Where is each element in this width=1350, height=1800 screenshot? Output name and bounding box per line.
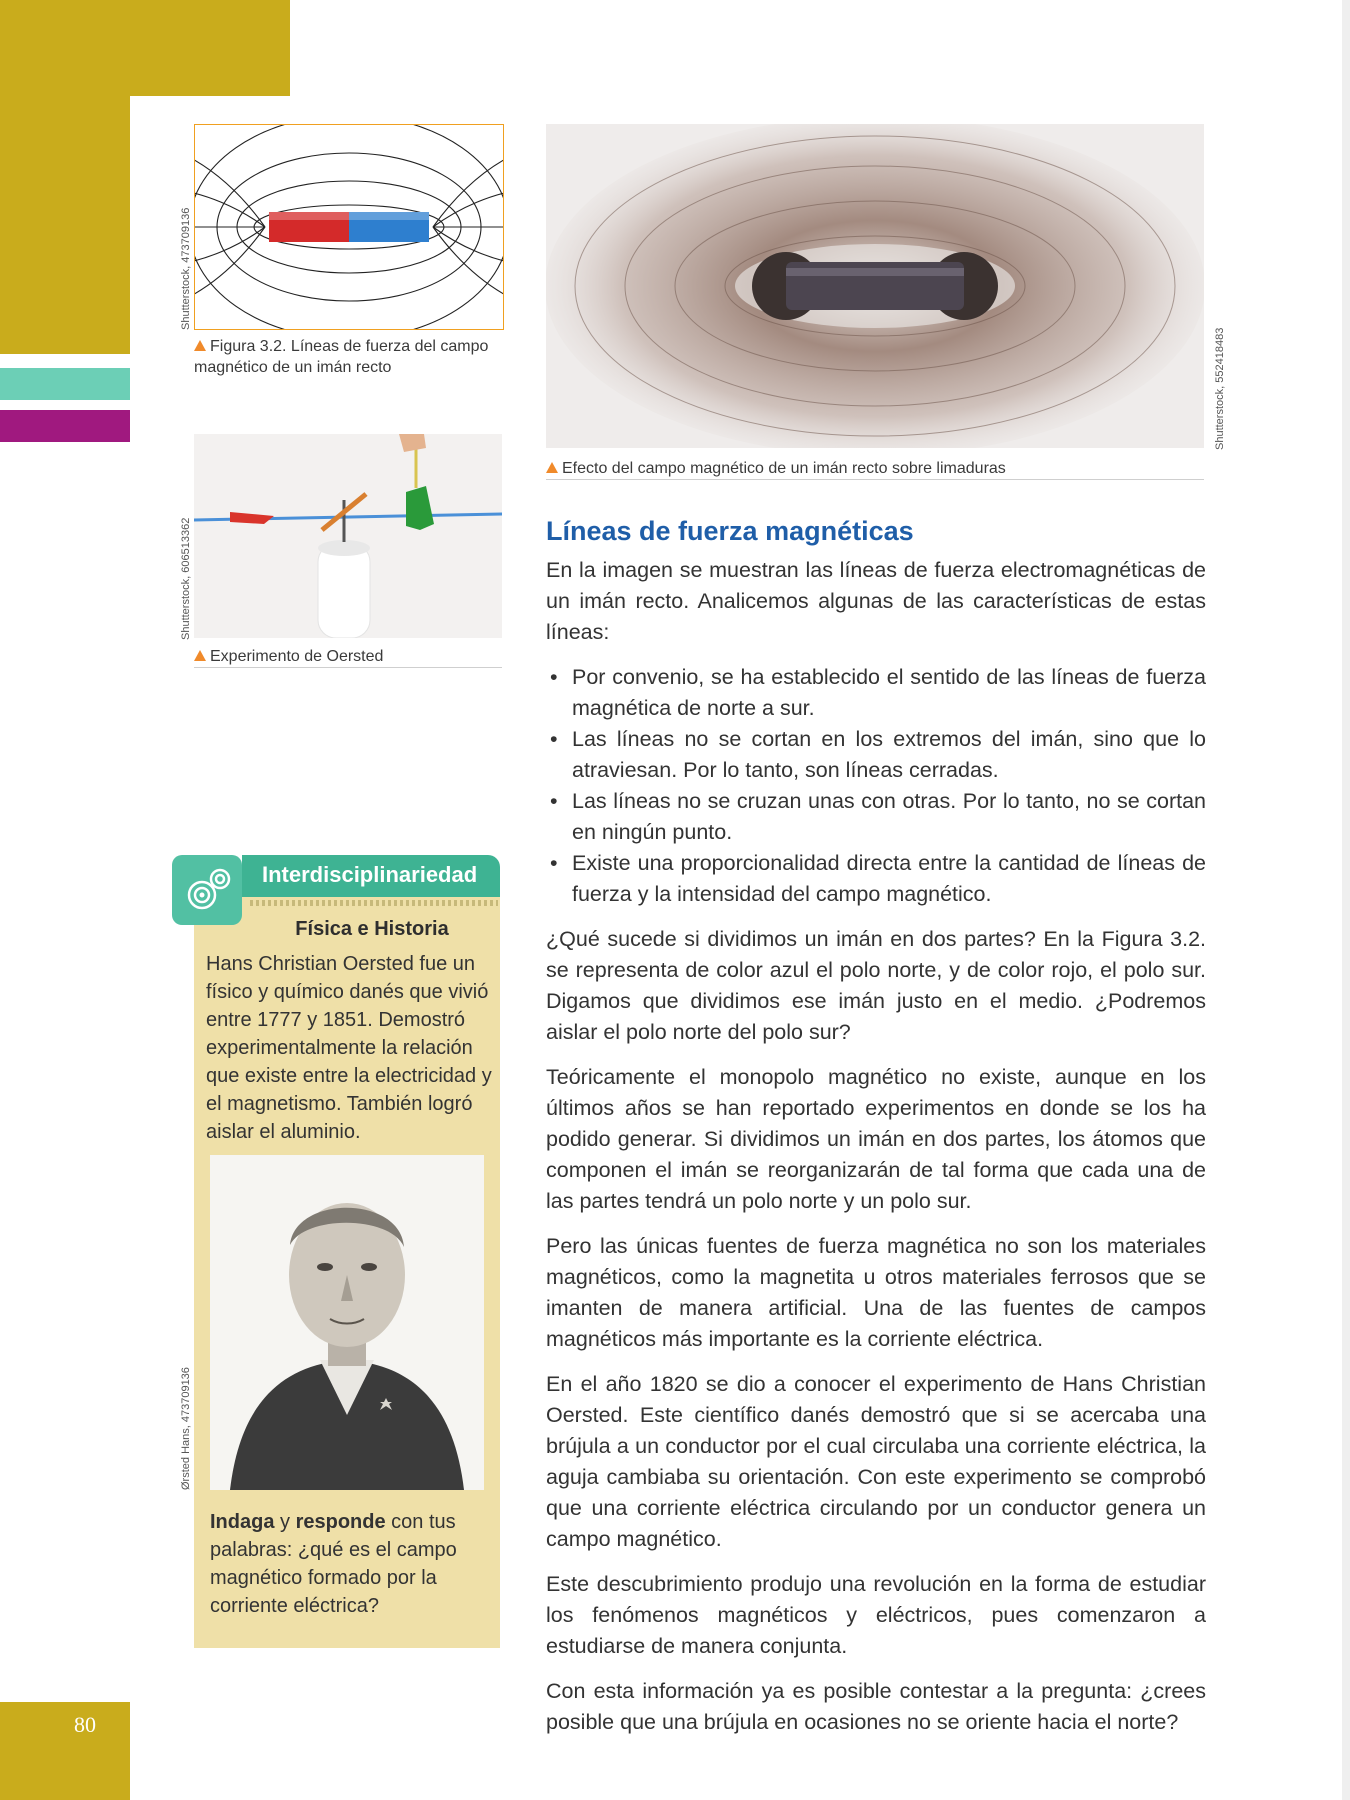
page-number: 80 [74,1712,96,1737]
caption-triangle-icon [546,462,558,473]
oersted-experiment-photo [194,434,502,638]
caption-triangle-icon [194,340,206,351]
gold-corner-bar [0,0,290,96]
oersted-portrait [210,1155,484,1490]
characteristics-list [546,662,1206,910]
interdisciplinary-subtitle: Física e Historia [295,918,449,940]
figure-caption: Experimento de Oersted [194,646,502,668]
page-edge [1342,0,1350,1800]
image-credit: Shutterstock, 552418483 [1214,327,1226,450]
body-paragraph: Teóricamente el monopolo magnético no existe, aunque en los últimos años se han reportado experimentos en donde se los ha podido generar. Si dividimos un imán en dos partes, los átomos que componen el imán se reorganizarán de tal forma que cada una de las partes tendrá un polo norte y un polo sur. [546,1065,1206,1213]
list-item: • Existe una proporcionalidad directa entre la cantidad de líneas de fuerza y la intensidad del campo magnético. [546,848,1206,910]
list-item: • Por convenio, se ha establecido el sentido de las líneas de fuerza magnética de norte a sur. [546,662,1206,724]
gold-side-bar [0,96,130,354]
interdisciplinary-title: Interdisciplinariedad [262,862,478,887]
image-credit: Shutterstock, 473709136 [180,207,192,330]
field-lines-diagram [195,125,503,329]
body-paragraph: ¿Qué sucede si dividimos un imán en dos partes? En la Figura 3.2. se representa de color azul el polo norte, y de color rojo, el polo sur. Digamos que dividimos ese imán justo en el medio. ¿Podremos aislar el polo norte del polo sur? [546,927,1206,1044]
image-credit: Ørsted Hans, 473709136 [180,1367,192,1490]
field-lines-figure [194,124,504,330]
section-title: Líneas de fuerza magnéticas [546,516,914,546]
iron-filings-image [546,124,1204,448]
target-rings-icon [172,855,242,925]
header-divider [250,900,498,906]
inquiry-prompt: Indaga y responde con tus palabras: ¿qué es el campo magnético formado por la corriente eléctrica? [210,1511,457,1617]
figure-caption: Figura 3.2. Líneas de fuerza del campo magnético de un imán recto [194,338,489,376]
teal-tab [0,368,130,400]
interdisciplinary-text: Hans Christian Oersted fue un físico y químico danés que vivió entre 1777 y 1851. Demostró experimentalmente la relación que existe entre la electricidad y el magnetismo. También logró aislar el aluminio. [206,953,492,1143]
figure-caption: Efecto del campo magnético de un imán recto sobre limaduras [546,458,1204,480]
body-paragraph: Pero las únicas fuentes de fuerza magnética no son los materiales magnéticos, como la magnetita u otros materiales ferrosos que se imanten de manera artificial. Una de las fuentes de campos magnéticos más importante es la corriente eléctrica. [546,1234,1206,1351]
body-paragraph: Este descubrimiento produjo una revolución en la forma de estudiar los fenómenos magnéticos y eléctricos, pues comenzaron a estudiarse de manera conjunta. [546,1572,1206,1658]
caption-triangle-icon [194,650,206,661]
image-credit: Shutterstock, 606513362 [180,517,192,640]
list-item: • Las líneas no se cortan en los extremos del imán, sino que lo atraviesan. Por lo tanto, son líneas cerradas. [546,724,1206,786]
intro-paragraph: En la imagen se muestran las líneas de fuerza electromagnéticas de un imán recto. Analicemos algunas de las características de estas líneas: [546,558,1206,644]
list-item: • Las líneas no se cruzan unas con otras. Por lo tanto, no se cortan en ningún punto. [546,786,1206,848]
iron-filings-photo [546,124,1204,448]
body-paragraph: Con esta información ya es posible contestar a la pregunta: ¿crees posible que una brújula en ocasiones no se oriente hacia el norte? [546,1679,1206,1734]
portrait-image [210,1155,484,1490]
main-content [546,516,1206,1752]
gold-footer-bar [0,1702,130,1800]
body-paragraph: En el año 1820 se dio a conocer el experimento de Hans Christian Oersted. Este científico danés demostró que si se acercaba una brújula a un conductor por el cual circulaba una corriente eléctrica, la aguja cambiaba su orientación. Con este experimento se comprobó que una corriente eléctrica circulando por un conductor genera un campo magnético. [546,1372,1206,1551]
oersted-experiment-image [194,434,502,638]
magenta-tab [0,410,130,442]
